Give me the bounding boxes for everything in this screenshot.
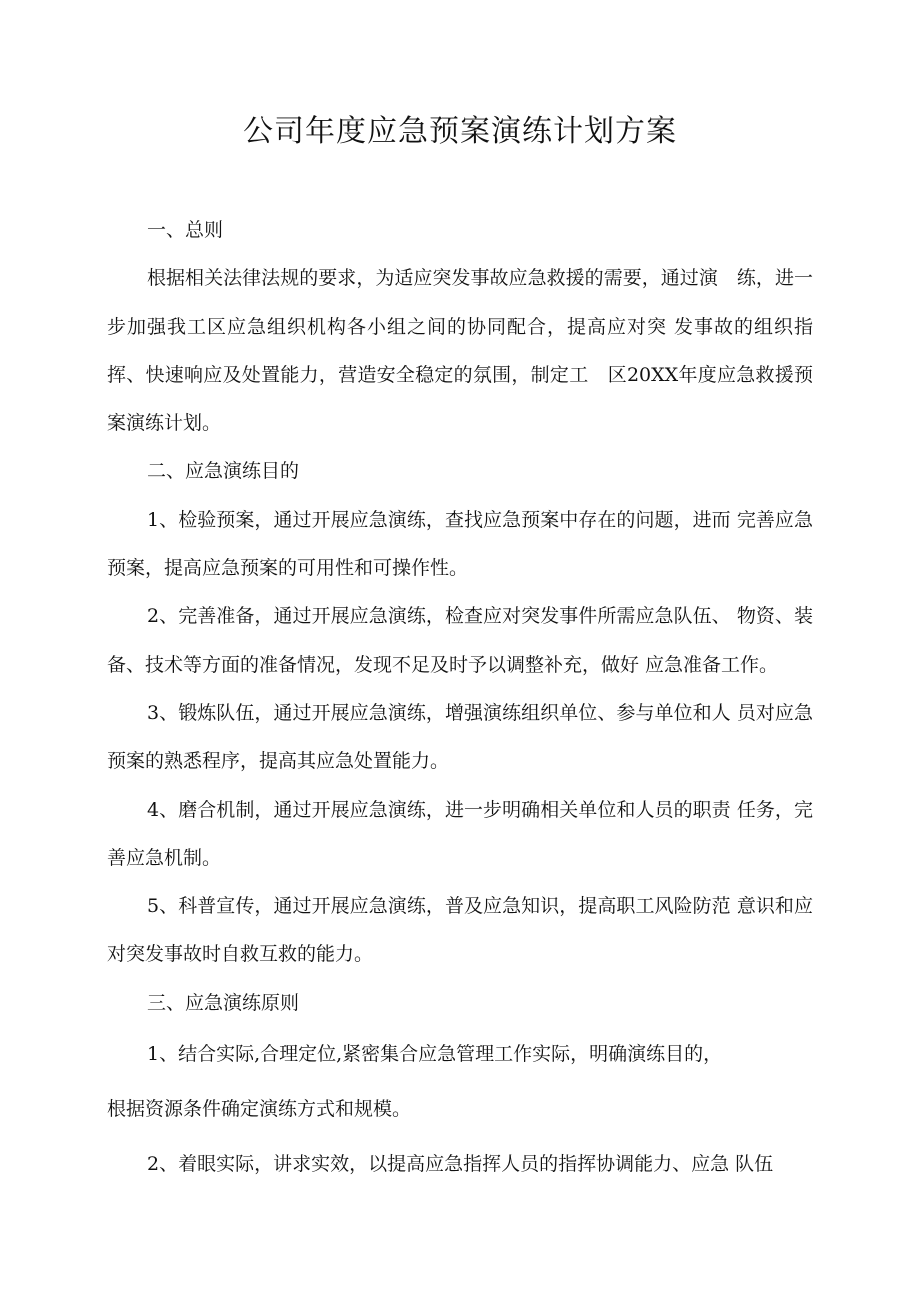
paragraph-purpose-1: 1、检验预案，通过开展应急演练，查找应急预案中存在的问题，进而 完善应急预案，提高应急预案的可用性和可操作性。 xyxy=(107,508,813,580)
paragraph-principle-1-continued: 根据资源条件确定演练方式和规模。 xyxy=(107,1098,412,1121)
section-heading-purpose: 二、应急演练目的 xyxy=(147,460,300,483)
section-heading-general: 一、总则 xyxy=(147,219,224,241)
paragraph-purpose-5: 5、科普宣传，通过开展应急演练，普及应急知识，提高职工风险防范 意识和应对突发事故时自救互救的能力。 xyxy=(107,895,813,966)
paragraph-purpose-3: 3、锻炼队伍，通过开展应急演练，增强演练组织单位、参与单位和人 员对应急预案的熟悉程序，提高其应急处置能力。 xyxy=(107,701,813,773)
paragraph-general: 根据相关法律法规的要求，为适应突发事故应急救援的需要，通过演 练，进一步加强我工区应急组织机构各小组之间的协同配合，提高应对突 发事故的组织指挥、快速响应及处置能力，营造安全稳定的氛围，制定工 区20XX年度应急救援预案演练计划。 xyxy=(107,267,813,435)
document-title: 公司年度应急预案演练计划方案 xyxy=(243,114,677,149)
paragraph-purpose-2: 2、完善准备，通过开展应急演练，检查应对突发事件所需应急队伍、 物资、装备、技术等方面的准备情况，发现不足及时予以调整补充，做好 应急准备工作。 xyxy=(107,605,813,676)
document-body xyxy=(107,206,813,1192)
paragraph-principle-2: 2、着眼实际，讲求实效，以提高应急指挥人员的指挥协调能力、应急 队伍 xyxy=(147,1153,774,1176)
section-heading-principles: 三、应急演练原则 xyxy=(147,991,300,1014)
paragraph-purpose-4: 4、磨合机制，通过开展应急演练，进一步明确相关单位和人员的职责 任务，完善应急机制。 xyxy=(107,798,813,869)
paragraph-principle-1: 1、结合实际,合理定位,紧密集合应急管理工作实际，明确演练目的， xyxy=(147,1043,723,1066)
